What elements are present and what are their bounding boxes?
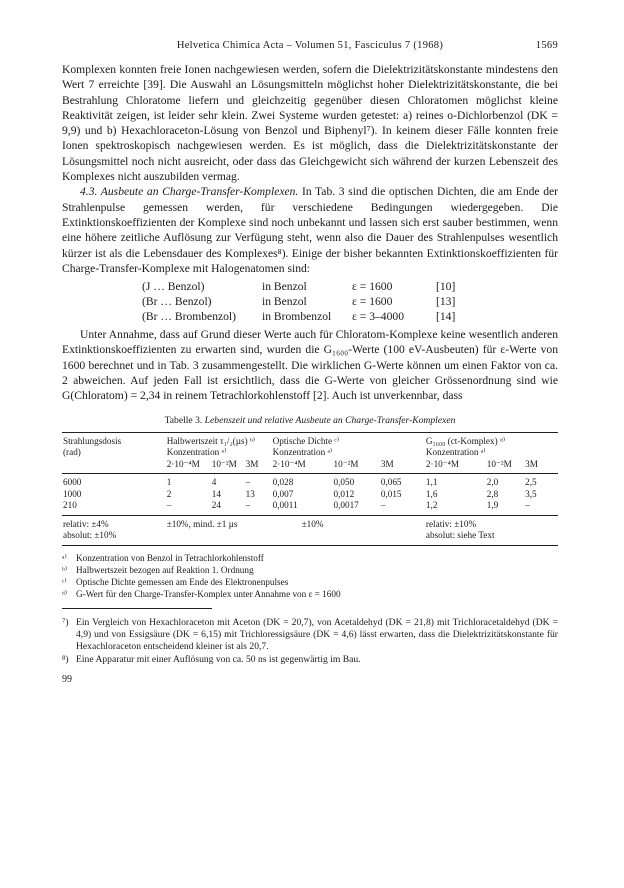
- cell-half-3: 13: [245, 488, 255, 499]
- running-header: [62, 40, 558, 56]
- cell-g-1: 1,6: [425, 488, 438, 499]
- cell-g-2: 2,8: [486, 488, 499, 499]
- conc-col: 3M: [380, 458, 394, 469]
- footnotes: [62, 617, 558, 667]
- cell-half-1: 1: [166, 477, 172, 488]
- footnote: ⁸) Eine Apparatur mit einer Auflösung von ca. 50 ns ist gegenwärtig im Bau.: [62, 653, 361, 665]
- conc-col: 2·10⁻⁴M: [272, 458, 306, 469]
- cell-half-3: –: [245, 500, 251, 511]
- conc-col: 3M: [245, 458, 259, 469]
- table-error-row: [62, 530, 558, 545]
- cell-dose: 210: [63, 500, 77, 511]
- complex-row: [142, 309, 558, 324]
- complex-row: [142, 294, 558, 309]
- complex-ref: [13]: [436, 295, 456, 309]
- conc-col: 2·10⁻⁴M: [166, 458, 200, 469]
- complex-epsilon: ε = 3–4000: [352, 310, 404, 324]
- error-dose-absolute: absolut: ±10%: [63, 530, 117, 541]
- results-table: [62, 433, 558, 545]
- table-header-row: [62, 459, 558, 474]
- error-g-absolute: absolut: siehe Text: [425, 530, 495, 541]
- error-g-relative: relativ: ±10%: [425, 518, 477, 529]
- cell-half-1: 2: [166, 488, 172, 499]
- table-caption: [62, 415, 558, 426]
- journal-page: [62, 40, 558, 685]
- complex-epsilon: ε = 1600: [352, 295, 393, 309]
- paragraph-2: [62, 184, 558, 276]
- page-number: 1569: [535, 40, 558, 51]
- footnote: ⁷) Ein Vergleich von Hexachloraceton mit Aceton (DK = 20,7), von Acetaldehyd (DK = 21,8) mit Trichloracetaldehyd (DK = 4,9) und von Essigsäure (DK = 6,15) mit Trichloressigsäure (DK = 4,6) lässt erwarten, dass die Dielektrizitätskonstante für Hexachloraceton entscheidend kleiner ist als 20,7.: [62, 616, 558, 653]
- page-footer-number: 99: [62, 674, 72, 686]
- cell-od-3: 0,065: [380, 477, 402, 488]
- header-dose-unit: (rad): [63, 447, 81, 458]
- header-concentration: Konzentration ᵃ⁾: [425, 447, 486, 458]
- error-dose-relative: relativ: ±4%: [63, 518, 109, 529]
- table-row: [62, 474, 558, 489]
- table-row: [62, 500, 558, 515]
- table-row: [62, 489, 558, 501]
- header-dose: Strahlungsdosis: [63, 435, 122, 446]
- conc-col: 10⁻²M: [486, 458, 512, 469]
- table-note: ᵇ⁾ Halbwertszeit bezogen auf Reaktion 1. Ordnung: [62, 564, 254, 575]
- cell-g-2: 1,9: [486, 500, 499, 511]
- cell-g-2: 2,0: [486, 477, 499, 488]
- cell-od-2: 0,0017: [333, 500, 359, 511]
- header-half-life: Halbwertszeit τ₁/₂(µs) ᵇ⁾: [166, 435, 256, 446]
- cell-half-2: 24: [211, 500, 221, 511]
- table-notes: [62, 552, 558, 600]
- complex-name: (J … Benzol): [142, 280, 205, 294]
- cell-g-1: 1,1: [425, 477, 438, 488]
- complex-ref: [10]: [436, 280, 456, 294]
- paragraph-3: Unter Annahme, dass auf Grund dieser Werte auch für Chloratom-Komplexe keine wesentlich anderen Extinktionskoeffizienten zu erwarten sind, wurden die G₁₆₀₀-Werte (100 eV-Ausbeuten) für ε-Werte von 1600 berechnet und in Tab. 3 zusammengestellt. Die wirklichen G-Werte können um einen Faktor von ca. 2 abweichen. Auf jeden Fall ist ersichtlich, dass die G-Werte von gleicher Grössenordnung sind wie G(Chloratom) = 2,34 in reinem Tetrachlorkohlenstoff [2]. Auch ist unverkennbar, dass: [62, 328, 558, 403]
- conc-col: 2·10⁻⁴M: [425, 458, 459, 469]
- cell-od-2: 0,012: [333, 488, 355, 499]
- cell-half-1: –: [166, 500, 172, 511]
- cell-half-2: 4: [211, 477, 217, 488]
- complex-ref: [14]: [436, 310, 456, 324]
- complex-name: (Br … Brombenzol): [142, 310, 237, 324]
- error-optical-density: ±10%: [301, 518, 324, 529]
- header-optical-density: Optische Dichte ᶜ⁾: [272, 435, 339, 446]
- header-concentration: Konzentration ᵃ⁾: [272, 447, 333, 458]
- paragraph-1: Komplexen konnten freie Ionen nachgewiesen werden, sofern die Dielektrizitätskonstante mindestens den Wert 7 erreichte [39]. Die Auswahl an Lösungsmitteln möglichst hoher Dielektrizitätskonstante, die bei Bestrahlung Chloratome liefern und gleichzeitig gegenüber diesen Chloratomen möglichst kleine Reaktivität zeigen, ist leider sehr klein. Zwei Systeme wurden getestet: a) reines o-Dichlorbenzol (DK = 9,9) und b) Hexachloraceton-Lösung von Benzol und Biphenyl⁷). In keinem dieser Fälle konnten freie Ionen spektroskopisch nachgewiesen werden. Es ist möglich, dass die Dielektrizitätskonstante der Lösungsmittel noch nicht ausreicht, oder dass das Gleichgewicht sich während der kurzen Lebenszeit des Komplexes nicht auszubilden vermag.: [62, 63, 558, 184]
- header-g-value: G₁₆₀₀ (ct-Komplex) ᵈ⁾: [425, 435, 506, 446]
- table-label: Tabelle 3.: [164, 414, 203, 426]
- cell-od-1: 0,0011: [272, 500, 298, 511]
- cell-dose: 6000: [63, 477, 82, 488]
- table-note: ᶜ⁾ Optische Dichte gemessen am Ende des Elektronenpulses: [62, 576, 289, 587]
- section-heading: 4.3. Ausbeute an Charge-Transfer-Komplexen.: [80, 185, 299, 199]
- complex-list: [142, 279, 558, 324]
- cell-od-1: 0,007: [272, 488, 294, 499]
- table-bottom-rule: [62, 545, 558, 546]
- header-concentration: Konzentration ᵃ⁾: [166, 447, 227, 458]
- table-error-row: [62, 516, 558, 531]
- complex-solvent: in Brombenzol: [262, 310, 332, 324]
- complex-epsilon: ε = 1600: [352, 280, 393, 294]
- table-note: ᵈ⁾ G-Wert für den Charge-Transfer-Komplex unter Annahme von ε = 1600: [62, 588, 341, 599]
- error-half-life: ±10%, mind. ±1 µs: [166, 518, 238, 529]
- cell-od-1: 0,028: [272, 477, 294, 488]
- cell-half-3: –: [245, 477, 251, 488]
- paragraph-2-text: In Tab. 3 sind die optischen Dichten, die am Ende der Strahlenpulse gemessen werden, für verschiedene Bedingungen wiedergegeben. Die Extinktionskoeffizienten der Komplexe sind noch unbekannt und lassen sich erst sauber bestimmen, wenn eine höhere zeitliche Auflösung zur Verfügung steht, wenn also die Dauer des Strahlenpulses wesentlich kürzer ist als die Lebensdauer des Komplexes⁸). Einige der bisher bekannten Extinktionskoeffizienten für Charge-Transfer-Komplexe mit Halogenatomen sind:: [62, 185, 559, 275]
- complex-solvent: in Benzol: [262, 295, 307, 309]
- header-journal: Helvetica Chimica Acta – Volumen 51, Fasciculus 7 (1968): [176, 40, 444, 51]
- cell-od-3: –: [380, 500, 386, 511]
- table-note: ᵃ⁾ Konzentration von Benzol in Tetrachlorkohlenstoff: [62, 552, 264, 563]
- cell-od-2: 0,050: [333, 477, 355, 488]
- footnote-rule: [62, 608, 212, 609]
- cell-g-3: –: [525, 500, 530, 511]
- cell-g-1: 1,2: [425, 500, 438, 511]
- cell-half-2: 14: [211, 488, 221, 499]
- table-header-row: [62, 447, 558, 459]
- cell-g-3: 3,5: [525, 488, 537, 499]
- table-title: Lebenszeit und relative Ausbeute an Charge-Transfer-Komplexen: [204, 414, 456, 426]
- cell-g-3: 2,5: [525, 477, 537, 488]
- conc-col: 3M: [525, 458, 538, 469]
- table-header-row: [62, 433, 558, 448]
- conc-col: 10⁻²M: [211, 458, 237, 469]
- body-text: [62, 62, 558, 404]
- conc-col: 10⁻²M: [333, 458, 359, 469]
- cell-od-3: 0,015: [380, 488, 402, 499]
- complex-name: (Br … Benzol): [142, 295, 212, 309]
- complex-solvent: in Benzol: [262, 280, 307, 294]
- cell-dose: 1000: [63, 488, 82, 499]
- complex-row: [142, 279, 558, 294]
